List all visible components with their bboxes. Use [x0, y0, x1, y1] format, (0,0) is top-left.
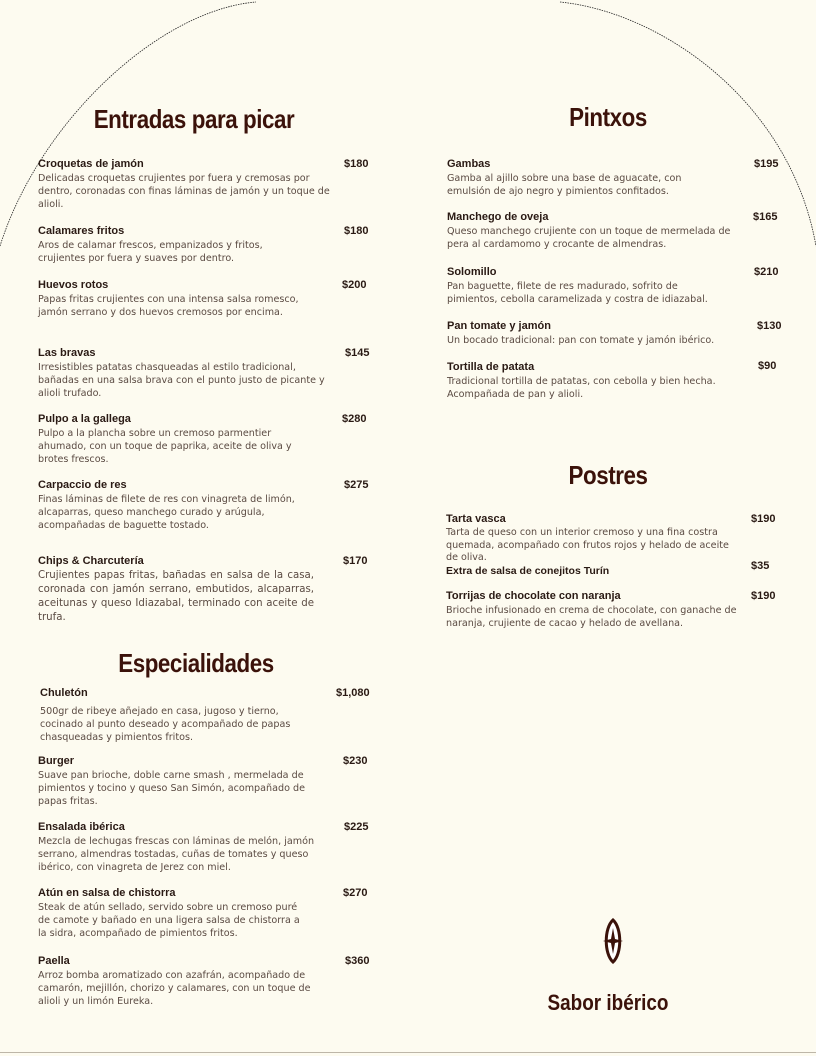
item-desc: Crujientes papas fritas, bañadas en salsa de la casa, coronada con jamón serrano, embutidos, alcaparras, aceitunas y queso Idiazabal, terminado con aceite de trufa.	[38, 570, 314, 623]
item-desc: Arroz bomba aromatizado con azafrán, acompañado de camarón, mejillón, chorizo y calamares, con un toque de alioli y un limón Eureka.	[38, 970, 311, 1007]
item-desc: Suave pan brioche, doble carne smash , mermelada de pimientos y tocino y queso San Simón, acompañado de papas fritas.	[38, 770, 305, 807]
menu-item	[38, 954, 370, 1008]
item-name: Manchego de oveja	[447, 211, 549, 223]
extra-option: Extra de salsa de conejitos Turín	[446, 564, 610, 577]
menu-item	[447, 265, 787, 306]
item-price: $190	[751, 513, 776, 525]
item-price: $180	[344, 225, 369, 237]
item-name: Carpaccio de res	[38, 479, 127, 491]
menu-item	[447, 210, 787, 251]
item-price: $225	[344, 821, 369, 833]
item-price: $230	[343, 755, 368, 767]
item-price: $190	[751, 590, 776, 602]
item-desc: Tarta de queso con un interior cremoso y una fina costra quemada, acompañado con frutos rojos y helado de aceite de oliva.	[446, 527, 729, 564]
item-price: $360	[345, 955, 370, 967]
sword-emblem-icon	[598, 918, 628, 964]
menu-item	[38, 412, 367, 466]
menu-item	[447, 319, 787, 347]
menu-item	[447, 157, 787, 198]
menu-item	[40, 686, 370, 744]
extra-price: $35	[751, 560, 770, 572]
item-desc: Pan baguette, filete de res madurado, sofrito de pimientos, cebolla caramelizada y costra de idiazabal.	[447, 281, 708, 305]
item-price: $130	[757, 320, 782, 332]
item-desc: Gamba al ajillo sobre una base de aguacate, con emulsión de ajo negro y pimientos confitados.	[447, 173, 682, 197]
page-bottom-border	[0, 1052, 816, 1053]
item-name: Chips & Charcutería	[38, 555, 144, 567]
item-price: $145	[345, 347, 370, 359]
section-title-entradas: Entradas para picar	[93, 104, 295, 134]
menu-item	[38, 554, 368, 625]
item-desc: Un bocado tradicional: pan con tomate y jamón ibérico.	[447, 335, 715, 346]
item-desc: Aros de calamar frescos, empanizados y fritos, crujientes por fuera y suaves por dentro.	[38, 240, 263, 264]
menu-item	[38, 754, 368, 808]
item-name: Calamares fritos	[38, 225, 125, 237]
item-desc: Steak de atún sellado, servido sobre un cremoso puré de camote y bañado en una ligera salsa de chistorra a la sidra, acompañado de pimientos fritos.	[38, 902, 300, 939]
menu-item	[38, 157, 369, 211]
menu-item	[38, 278, 367, 319]
item-name: Torrijas de chocolate con naranja	[446, 590, 621, 602]
menu-item	[38, 346, 370, 400]
item-price: $170	[343, 555, 368, 567]
item-name: Gambas	[447, 158, 491, 170]
item-desc: 500gr de ribeye añejado en casa, jugoso y tierno, cocinado al punto deseado y acompañado de papas chasqueadas y pimientos fritos.	[40, 706, 291, 743]
item-price: $200	[342, 279, 367, 291]
item-name: Pulpo a la gallega	[38, 413, 131, 425]
item-price: $210	[754, 266, 779, 278]
item-name: Pan tomate y jamón	[447, 320, 551, 332]
item-name: Tarta vasca	[446, 513, 506, 525]
item-price: $270	[343, 887, 368, 899]
item-name: Solomillo	[447, 266, 497, 278]
item-price: $180	[344, 158, 369, 170]
item-price: $195	[754, 158, 779, 170]
menu-item	[38, 224, 369, 265]
item-desc: Irresistibles patatas chasqueadas al estilo tradicional, bañadas en una salsa brava con el punto justo de picante y alioli trufado.	[38, 362, 325, 399]
menu-item	[447, 360, 787, 401]
item-price: $275	[344, 479, 369, 491]
brand-name: Sabor ibérico	[547, 990, 669, 1015]
item-desc: Pulpo a la plancha sobre un cremoso parmentier ahumado, con un toque de paprika, aceite de oliva y brotes frescos.	[38, 428, 292, 465]
item-price: $280	[342, 413, 367, 425]
item-price: $1,080	[336, 687, 370, 699]
item-desc: Finas láminas de filete de res con vinagreta de limón, alcaparras, queso manchego curado y arúgula, acompañadas de baguette tostado.	[38, 494, 295, 531]
menu-item	[38, 478, 369, 532]
item-desc: Tradicional tortilla de patatas, con cebolla y bien hecha. Acompañada de pan y alioli.	[447, 376, 716, 400]
item-name: Croquetas de jamón	[38, 158, 144, 170]
item-desc: Delicadas croquetas crujientes por fuera y cremosas por dentro, coronadas con finas láminas de jamón y un toque de alioli.	[38, 173, 330, 210]
section-title-especialidades: Especialidades	[118, 648, 274, 678]
menu-item	[38, 820, 369, 874]
item-price: $90	[758, 360, 777, 372]
section-title-postres: Postres	[568, 460, 648, 490]
menu-item	[38, 886, 368, 940]
section-title-pintxos: Pintxos	[569, 102, 647, 132]
item-desc: Brioche infusionado en crema de chocolate, con ganache de naranja, crujiente de cacao y helado de avellana.	[446, 605, 737, 629]
item-price: $165	[753, 211, 778, 223]
menu-item	[446, 512, 786, 578]
menu-item	[446, 589, 786, 630]
item-name: Tortilla de patata	[447, 361, 535, 373]
item-desc: Mezcla de lechugas frescas con láminas de melón, jamón serrano, almendras tostadas, cuñas de tomates y queso ibérico, con vinagreta de Jerez con miel.	[38, 836, 315, 873]
item-name: Huevos rotos	[38, 279, 109, 291]
item-name: Paella	[38, 955, 70, 967]
item-name: Las bravas	[38, 347, 96, 359]
item-desc: Papas fritas crujientes con una intensa salsa romesco, jamón serrano y dos huevos cremosos por encima.	[38, 294, 299, 318]
item-name: Burger	[38, 755, 75, 767]
item-desc: Queso manchego crujiente con un toque de mermelada de pera al cardamomo y crocante de almendras.	[447, 226, 731, 250]
item-name: Atún en salsa de chistorra	[38, 887, 176, 899]
item-name: Chuletón	[40, 687, 88, 699]
item-name: Ensalada ibérica	[38, 821, 125, 833]
